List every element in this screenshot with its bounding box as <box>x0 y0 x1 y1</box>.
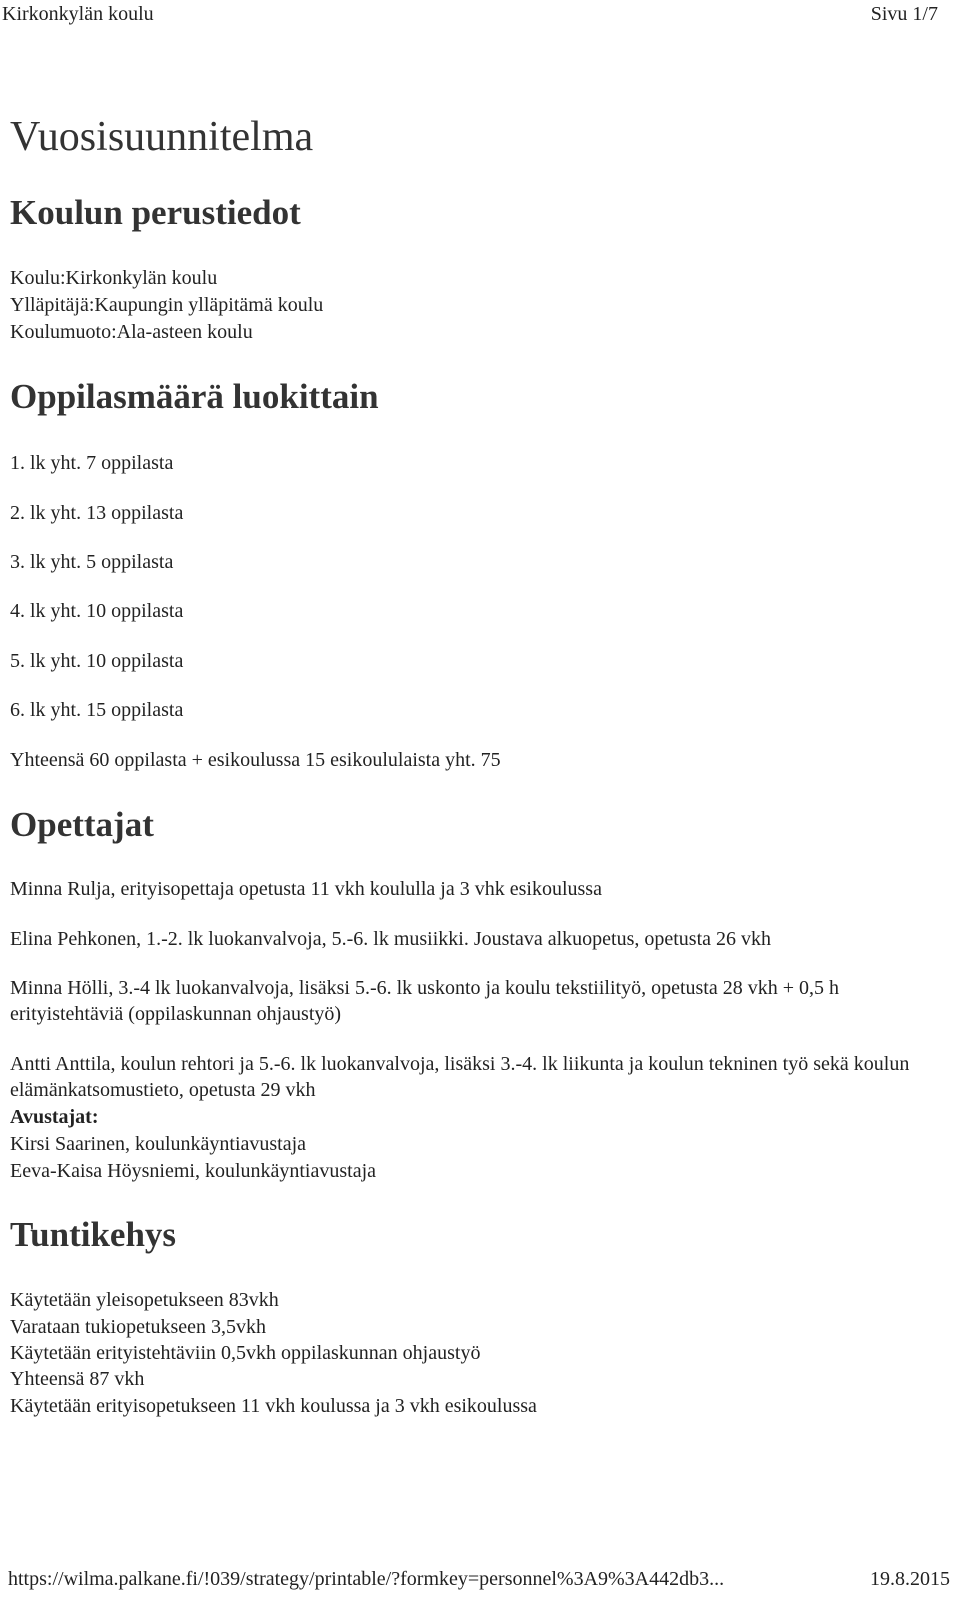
lesson-frame-line-3: Käytetään erityistehtäviin 0,5vkh oppilaskunnan ohjaustyö <box>10 1342 481 1364</box>
basic-info-school-type: Koulumuoto:Ala-asteen koulu <box>10 321 253 343</box>
header-school-name: Kirkonkylän koulu <box>2 3 154 25</box>
grade-count-3: 3. lk yht. 5 oppilasta <box>10 551 174 573</box>
document-title: Vuosisuunnitelma <box>10 114 314 160</box>
grade-count-1: 1. lk yht. 7 oppilasta <box>10 452 174 474</box>
grade-count-5: 5. lk yht. 10 oppilasta <box>10 650 184 672</box>
teacher-entry-4: Antti Anttila, koulun rehtori ja 5.-6. lk luokanvalvoja, lisäksi 3.-4. lk liikunta ja koulun tekninen työ sekä koulun elämänkatsomustieto, opetusta 29 vkh <box>10 1053 910 1101</box>
basic-info-school: Koulu:Kirkonkylän koulu <box>10 267 218 289</box>
students-total: Yhteensä 60 oppilasta + esikoulussa 15 esikoululaista yht. 75 <box>10 749 501 771</box>
grade-count-4: 4. lk yht. 10 oppilasta <box>10 600 184 622</box>
section-heading-basic-info: Koulun perustiedot <box>10 193 301 232</box>
grade-count-6: 6. lk yht. 15 oppilasta <box>10 699 184 721</box>
section-heading-students: Oppilasmäärä luokittain <box>10 377 379 416</box>
assistant-2: Eeva-Kaisa Höysniemi, koulunkäyntiavustaja <box>10 1160 377 1182</box>
grade-count-2: 2. lk yht. 13 oppilasta <box>10 502 184 524</box>
assistant-1: Kirsi Saarinen, koulunkäyntiavustaja <box>10 1133 307 1155</box>
teacher-entry-1: Minna Rulja, erityisopettaja opetusta 11 vkh koululla ja 3 vhk esikoulussa <box>10 878 602 900</box>
footer-url: https://wilma.palkane.fi/!039/strategy/printable/?formkey=personnel%3A9%3A442db3... <box>8 1568 725 1590</box>
section-heading-lesson-frame: Tuntikehys <box>10 1215 177 1254</box>
basic-info-maintainer: Ylläpitäjä:Kaupungin ylläpitämä koulu <box>10 294 324 316</box>
lesson-frame-line-5: Käytetään erityisopetukseen 11 vkh koulussa ja 3 vkh esikoulussa <box>10 1395 537 1417</box>
page-number: Sivu 1/7 <box>870 3 938 25</box>
lesson-frame-line-2: Varataan tukiopetukseen 3,5vkh <box>10 1316 267 1338</box>
teacher-entry-3: Minna Hölli, 3.-4 lk luokanvalvoja, lisäksi 5.-6. lk uskonto ja koulu tekstiilityö, opetusta 28 vkh + 0,5 h erityistehtäviä (oppilaskunnan ohjaustyö) <box>10 977 839 1025</box>
lesson-frame-line-1: Käytetään yleisopetukseen 83vkh <box>10 1289 279 1311</box>
assistants-label: Avustajat: <box>10 1106 99 1128</box>
footer-date: 19.8.2015 <box>870 1568 950 1590</box>
lesson-frame-line-4: Yhteensä 87 vkh <box>10 1368 145 1390</box>
teacher-entry-2: Elina Pehkonen, 1.-2. lk luokanvalvoja, 5.-6. lk musiikki. Joustava alkuopetus, opetusta 26 vkh <box>10 928 772 950</box>
section-heading-teachers: Opettajat <box>10 805 154 844</box>
